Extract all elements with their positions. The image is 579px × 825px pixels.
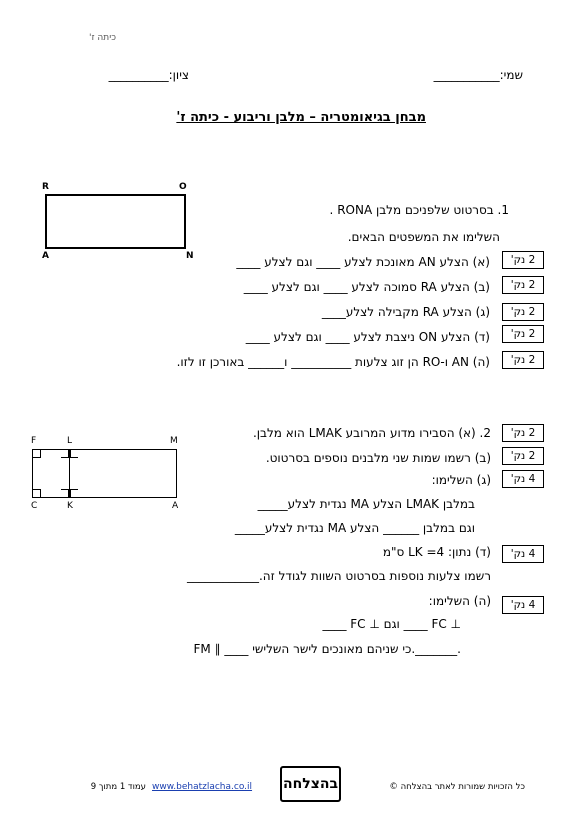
q1-points-a: 2 נק' xyxy=(502,251,544,269)
q1-item-a: (א) הצלע AN מאונכת לצלע ____ וגם לצלע ____ xyxy=(236,255,490,269)
q2-item-d: (ד) נתון: LK =4 ס"מ xyxy=(382,545,491,559)
q1-item-c: (ג) הצלע RA מקבילה לצלע____ xyxy=(321,305,490,319)
right-angle-mark-k-right xyxy=(70,489,78,497)
q1-points-c: 2 נק' xyxy=(502,303,544,321)
rectangle-rona xyxy=(45,194,186,249)
right-angle-mark-l-right xyxy=(70,450,78,458)
q2-item-d-line: רשמו צלעות נוספות בסרטוט השוות לגודל זה.____________ xyxy=(186,569,491,583)
grade-label: כיתה ז' xyxy=(88,33,116,43)
q2-item-b: (ב) רשמו שמות שני מלבנים נוספים בסרטוט. xyxy=(265,451,491,465)
vertex-l-label: L xyxy=(67,436,73,446)
q1-points-e: 2 נק' xyxy=(502,351,544,369)
q2-item-c: (ג) השלימו: xyxy=(431,473,491,487)
q2-points-e: 4 נק' xyxy=(502,596,544,614)
vertex-o-label: O xyxy=(179,182,187,192)
q2-points-d: 4 נק' xyxy=(502,545,544,563)
page-title: מבחן בגיאומטריה – מלבן וריבוע - כיתה ז' xyxy=(176,110,426,125)
right-angle-mark-l-left xyxy=(61,450,69,458)
q1-item-d: (ד) הצלע ON ניצבת לצלע ____ וגם לצלע ____ xyxy=(245,330,490,344)
q1-points-b: 2 נק' xyxy=(502,276,544,294)
q2-item-c-line1: במלבן LMAK הצלע MA נגדית לצלע_____ xyxy=(257,497,475,511)
q2-points-a: 2 נק' xyxy=(502,424,544,442)
q1-item-e: (ה) AN ו-RO הן זוג צלעות __________ ו______ באורכן זו לזו. xyxy=(176,355,490,369)
vertex-c-label: C xyxy=(31,501,38,511)
q1-points-d: 2 נק' xyxy=(502,325,544,343)
vertex-f-label: F xyxy=(31,436,37,446)
q2-item-c-line2: וגם במלבן ______ הצלע MA נגדית לצלע_____ xyxy=(234,521,475,535)
q2-points-c: 4 נק' xyxy=(502,470,544,488)
footer-website-link[interactable]: www.behatzlacha.co.il xyxy=(152,782,253,792)
right-angle-mark-c xyxy=(33,489,41,497)
name-field-label: שמי:___________ xyxy=(433,68,523,82)
footer-copyright: כל הזכויות שמורות לאתר בהצלחה © xyxy=(389,782,525,792)
q2-item-e-line2: FM ∥ ____ כי שניהם מאונכים לישר השלישי._______. xyxy=(193,642,461,656)
q2-item-e-line1: ____ FC ⊥ וגם ____ FC ⊥ xyxy=(322,617,461,631)
vertex-a-label: A xyxy=(42,251,49,261)
vertex-n-label: N xyxy=(186,251,194,261)
q1-intro: 1. בסרטוט שלפניכם מלבן RONA . xyxy=(329,203,509,217)
vertex-r-label: R xyxy=(42,182,49,192)
right-angle-mark-f xyxy=(33,450,41,458)
rectangle-fmac xyxy=(32,449,177,498)
footer-page-number: עמוד 1 מתוך 9 xyxy=(90,782,146,792)
vertex-m-label: M xyxy=(170,436,178,446)
q2-item-e: (ה) השלימו: xyxy=(428,594,491,608)
vertex-a2-label: A xyxy=(172,501,179,511)
score-field-label: ציון:__________ xyxy=(108,68,189,82)
q1-instruction: השלימו את המשפטים הבאים. xyxy=(347,230,500,244)
q1-item-b: (ב) הצלע RA סמוכה לצלע ____ וגם לצלע ____ xyxy=(243,280,490,294)
q2-points-b: 2 נק' xyxy=(502,447,544,465)
behatzlacha-logo: בהצלחה xyxy=(280,766,341,802)
vertex-k-label: K xyxy=(67,501,73,511)
right-angle-mark-k-left xyxy=(61,489,69,497)
q2-item-a: 2. (א) הסבירו מדוע המרובע LMAK הוא מלבן. xyxy=(252,426,491,440)
